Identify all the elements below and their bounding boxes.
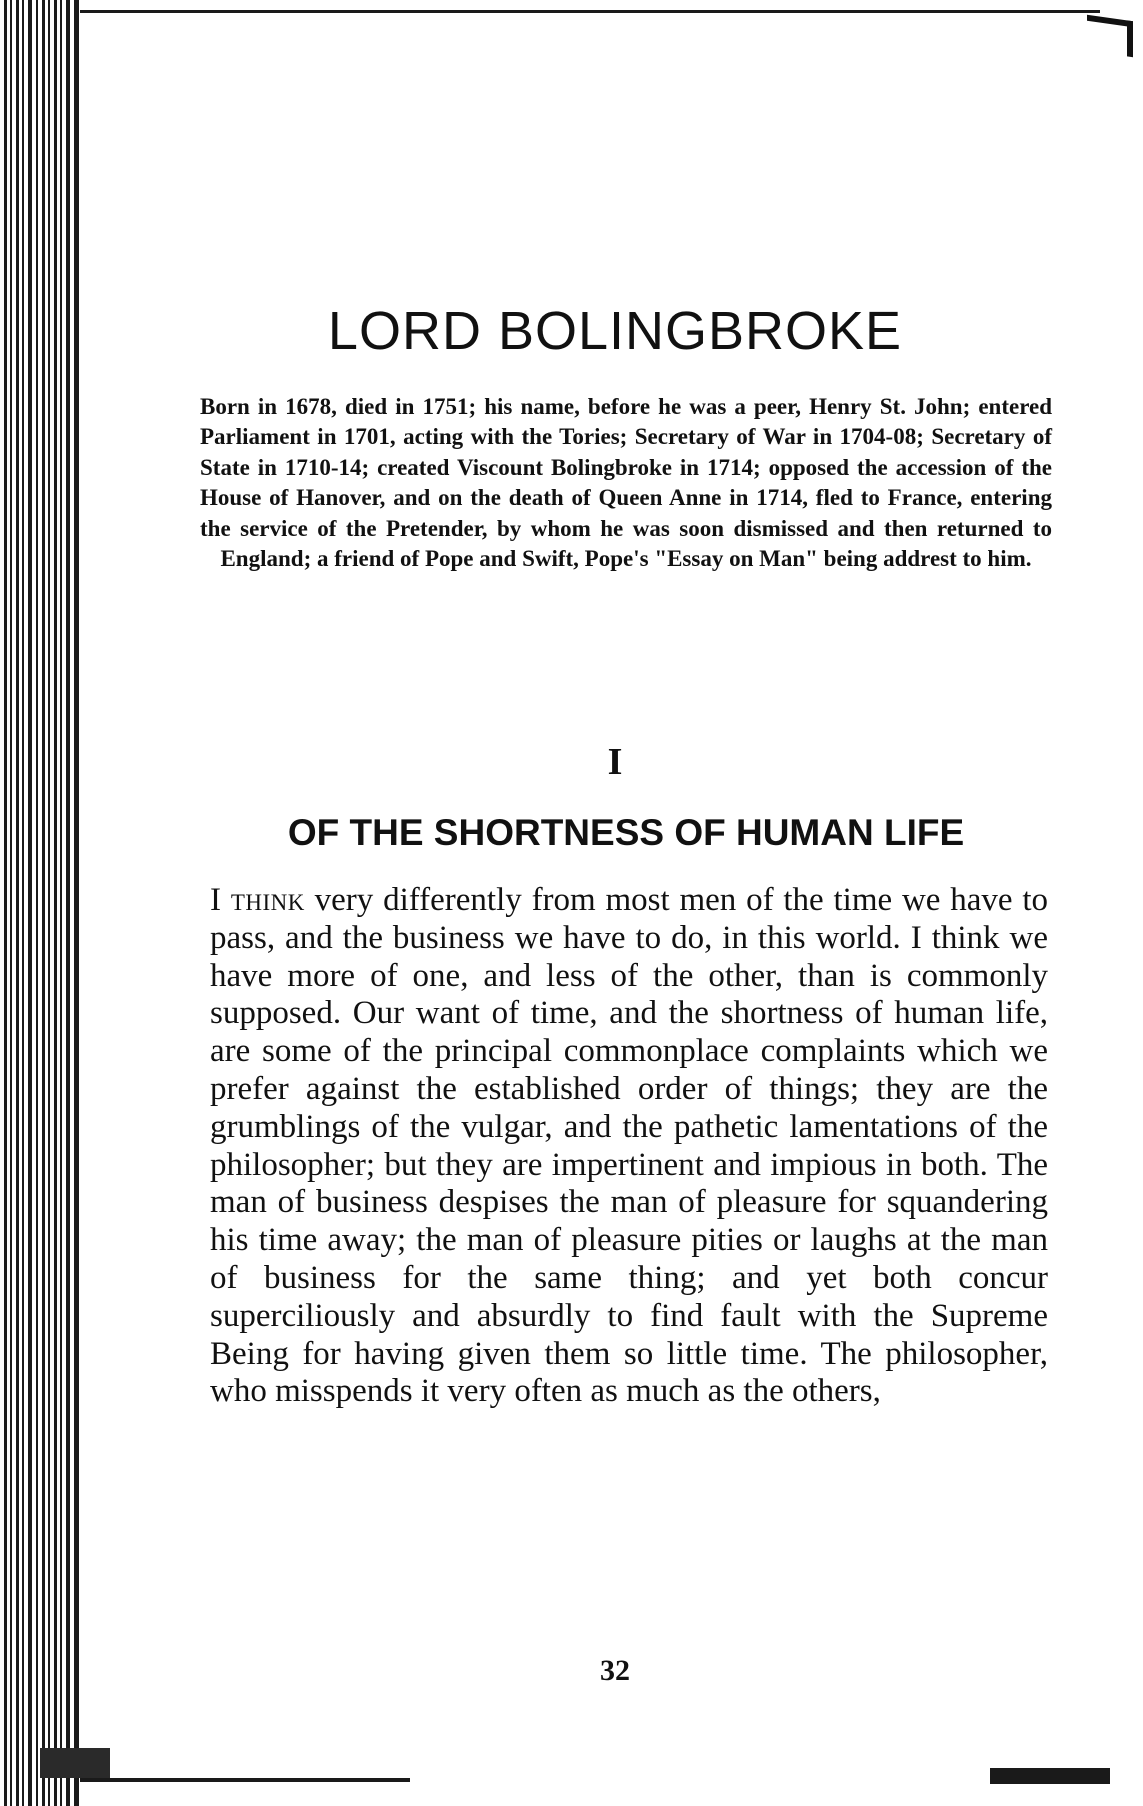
- author-biography: Born in 1678, died in 1751; his name, before he was a peer, Henry St. John; entered Parliament in 1701, acting with the Tories; Secretary of War in 1704-08; Secretary of State in 1710-14; created Viscount Bolingbroke in 1714; opposed the accession of the House of Hanover, and on the death of Queen Anne in 1714, fled to France, entering the service of the Pretender, by whom he was soon dismissed and then returned to England; a friend of Pope and Swift, Pope's "Essay on Man" being addrest to him.: [200, 394, 1052, 572]
- essay-title: OF THE SHORTNESS OF HUMAN LIFE: [287, 812, 965, 853]
- page-binding-edge: [0, 0, 100, 1806]
- page-bottom-edge: [80, 1778, 410, 1782]
- page-top-edge: [80, 10, 1100, 13]
- section-numeral: I: [607, 741, 623, 783]
- essay-body: [210, 882, 1048, 1411]
- page-bottom-edge-left: [40, 1748, 110, 1778]
- essay-body-text: very differently from most men of the time we have to pass, and the business we have to do, in this world. I think we have more of one, and less of the other, than is commonly supposed. Our want of time, and the shortness of human life, are some of the principal commonplace complaints which we prefer against the established order of things; they are the grumblings of the vulgar, and the pathetic lamentations of the philosopher; but they are impertinent and impious in both. The man of business despises the man of pleasure for squandering his time away; the man of pleasure pities or laughs at the man of business for the same thing; and yet both concur superciliously and absurdly to find fault with the Supreme Being for having given them so little time. The philosopher, who misspends it very often as much as the others,: [210, 882, 1049, 1410]
- opening-initial: I: [210, 882, 221, 918]
- author-title: LORD BOLINGBROKE: [327, 301, 903, 361]
- page-bottom-edge-right: [990, 1768, 1110, 1784]
- page-corner-mark: [1087, 15, 1133, 57]
- page-number: 32: [600, 1654, 630, 1687]
- opening-word: think: [230, 882, 305, 918]
